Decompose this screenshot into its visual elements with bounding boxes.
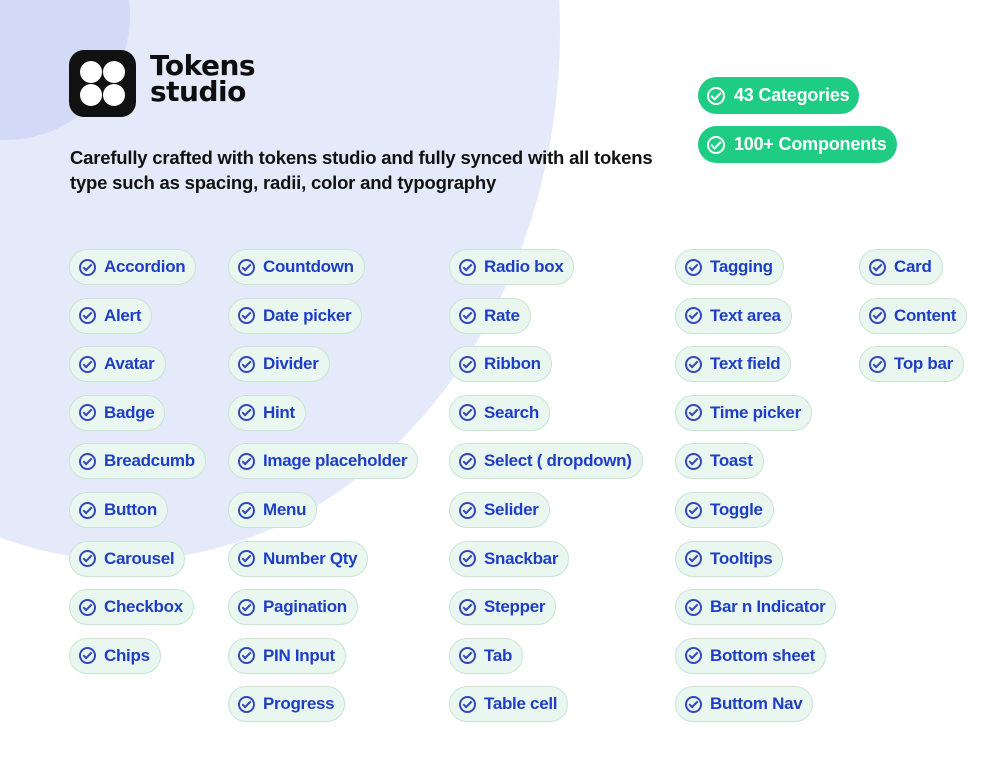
check-circle-icon: [685, 502, 702, 519]
component-chip: [675, 443, 764, 479]
check-circle-icon: [459, 404, 476, 421]
check-circle-icon: [459, 647, 476, 664]
check-circle-icon: [79, 404, 96, 421]
component-chip: [449, 589, 556, 625]
component-chip: [675, 249, 784, 285]
component-chip: [675, 541, 783, 577]
check-circle-icon: [459, 453, 476, 470]
component-chip-label: Text field: [710, 354, 781, 374]
check-circle-icon: [79, 259, 96, 276]
component-chip-label: Time picker: [710, 402, 801, 422]
component-chip: [228, 541, 368, 577]
component-chip: [228, 395, 306, 431]
component-chip-label: Number Qty: [263, 548, 358, 568]
component-chip: [859, 298, 967, 334]
component-chip-label: Accordion: [104, 257, 186, 276]
component-chip: [675, 638, 826, 674]
component-chip: [69, 298, 152, 334]
component-chip: [69, 346, 166, 382]
tagline: Carefully crafted with tokens studio and fully synced with all tokens type such as spacing, radii, color and typography: [70, 147, 653, 193]
component-chip: [69, 395, 165, 431]
component-chip: [449, 346, 552, 382]
component-chip: [449, 638, 523, 674]
components-badge: [698, 126, 897, 163]
component-chip: [69, 638, 161, 674]
component-chip-label: Divider: [263, 354, 319, 374]
check-circle-icon: [685, 404, 702, 421]
component-chip-label: Top bar: [894, 354, 953, 374]
component-chip: [675, 346, 791, 382]
component-chip-label: Search: [484, 402, 539, 422]
component-chip-label: Tagging: [710, 257, 773, 276]
component-chip-label: Toast: [710, 451, 753, 471]
check-circle-icon: [79, 599, 96, 616]
check-circle-icon: [459, 356, 476, 373]
component-chip-label: Stepper: [484, 597, 546, 617]
check-circle-icon: [79, 502, 96, 519]
component-chip: [859, 249, 943, 285]
check-circle-icon: [459, 550, 476, 567]
check-circle-icon: [238, 502, 255, 519]
check-circle-icon: [79, 647, 96, 664]
logo-dot: [103, 84, 125, 106]
component-chip: [228, 589, 358, 625]
component-chip: [859, 346, 964, 382]
component-chip-label: Badge: [104, 402, 155, 422]
check-circle-icon: [79, 356, 96, 373]
component-chip: [69, 541, 185, 577]
component-chip: [449, 395, 550, 431]
check-circle-icon: [238, 356, 255, 373]
component-chip: [69, 443, 206, 479]
component-chip-label: Tab: [484, 645, 513, 665]
component-chip-label: Hint: [263, 402, 295, 422]
component-chip: [675, 395, 812, 431]
component-chip: [228, 686, 345, 722]
check-circle-icon: [869, 356, 886, 373]
component-chip-label: Avatar: [104, 354, 155, 374]
check-circle-icon: [707, 136, 725, 154]
component-chip: [449, 298, 531, 334]
component-chip-label: Buttom Nav: [710, 694, 803, 714]
component-chip: [675, 686, 813, 722]
component-chip: [449, 492, 550, 528]
component-chip: [228, 443, 418, 479]
component-chip: [69, 249, 196, 285]
check-circle-icon: [685, 453, 702, 470]
check-circle-icon: [459, 502, 476, 519]
brand-wordmark: [150, 49, 256, 108]
component-chip: [69, 589, 194, 625]
component-chip-label: Breadcumb: [104, 451, 195, 471]
component-chip-label: Countdown: [263, 257, 354, 276]
component-chip-label: Selider: [484, 500, 539, 519]
component-chip-label: Menu: [263, 500, 307, 519]
logo-dot: [80, 61, 102, 83]
check-circle-icon: [238, 550, 255, 567]
component-chip-label: Button: [104, 500, 157, 519]
component-chip-label: Progress: [263, 694, 335, 714]
tokens-studio-logo-icon: [69, 50, 136, 117]
component-chip-label: Image placeholder: [263, 451, 408, 471]
component-chip-label: Rate: [484, 305, 520, 325]
check-circle-icon: [238, 599, 255, 616]
check-circle-icon: [238, 647, 255, 664]
check-circle-icon: [685, 647, 702, 664]
check-circle-icon: [685, 307, 702, 324]
check-circle-icon: [238, 404, 255, 421]
categories-label: 43 Categories: [734, 85, 850, 105]
check-circle-icon: [238, 307, 255, 324]
component-chip-label: Toggle: [710, 500, 763, 519]
check-circle-icon: [707, 87, 725, 105]
check-circle-icon: [238, 696, 255, 713]
check-circle-icon: [79, 453, 96, 470]
component-chip-label: Tooltips: [710, 548, 773, 568]
component-chip: [69, 492, 168, 528]
logo-dot: [103, 61, 125, 83]
component-chip-label: Radio box: [484, 257, 564, 276]
component-chip: [228, 249, 365, 285]
categories-badge: [698, 77, 859, 114]
component-chip-label: Card: [894, 257, 932, 276]
component-chip: [228, 638, 346, 674]
component-chip: [675, 492, 774, 528]
check-circle-icon: [459, 599, 476, 616]
check-circle-icon: [869, 259, 886, 276]
component-chip-label: PIN Input: [263, 645, 335, 665]
component-chip-label: Ribbon: [484, 354, 541, 374]
components-label: 100+ Components: [734, 134, 887, 154]
check-circle-icon: [459, 307, 476, 324]
component-chip-label: Chips: [104, 645, 150, 665]
component-chip: [675, 589, 836, 625]
component-chip: [449, 443, 643, 479]
check-circle-icon: [459, 259, 476, 276]
brand-line-1: Tokens: [150, 49, 256, 82]
check-circle-icon: [685, 550, 702, 567]
check-circle-icon: [459, 696, 476, 713]
component-chip: [449, 686, 568, 722]
component-chip: [449, 541, 569, 577]
component-chip-label: Alert: [104, 305, 142, 325]
component-chip-label: Table cell: [484, 694, 558, 714]
check-circle-icon: [79, 550, 96, 567]
logo-dot: [80, 84, 102, 106]
component-chip-label: Pagination: [263, 597, 347, 617]
check-circle-icon: [238, 259, 255, 276]
check-circle-icon: [79, 307, 96, 324]
component-chip: [228, 298, 362, 334]
check-circle-icon: [685, 356, 702, 373]
check-circle-icon: [869, 307, 886, 324]
component-chip-label: Date picker: [263, 305, 352, 325]
component-chip-label: Text area: [710, 305, 781, 325]
component-chip-label: Carousel: [104, 548, 175, 568]
component-chip: [228, 492, 317, 528]
brand-line-2: studio: [150, 75, 246, 108]
check-circle-icon: [685, 259, 702, 276]
check-circle-icon: [685, 599, 702, 616]
check-circle-icon: [685, 696, 702, 713]
component-chip-label: Content: [894, 305, 957, 325]
component-chip-label: Select ( dropdown): [484, 451, 632, 471]
component-chip: [675, 298, 792, 334]
component-chip: [449, 249, 574, 285]
component-chip-label: Checkbox: [104, 597, 183, 617]
component-chip-label: Snackbar: [484, 548, 559, 568]
check-circle-icon: [238, 453, 255, 470]
component-chip: [228, 346, 330, 382]
component-chip-label: Bar n Indicator: [710, 597, 826, 617]
component-chip-label: Bottom sheet: [710, 645, 816, 665]
